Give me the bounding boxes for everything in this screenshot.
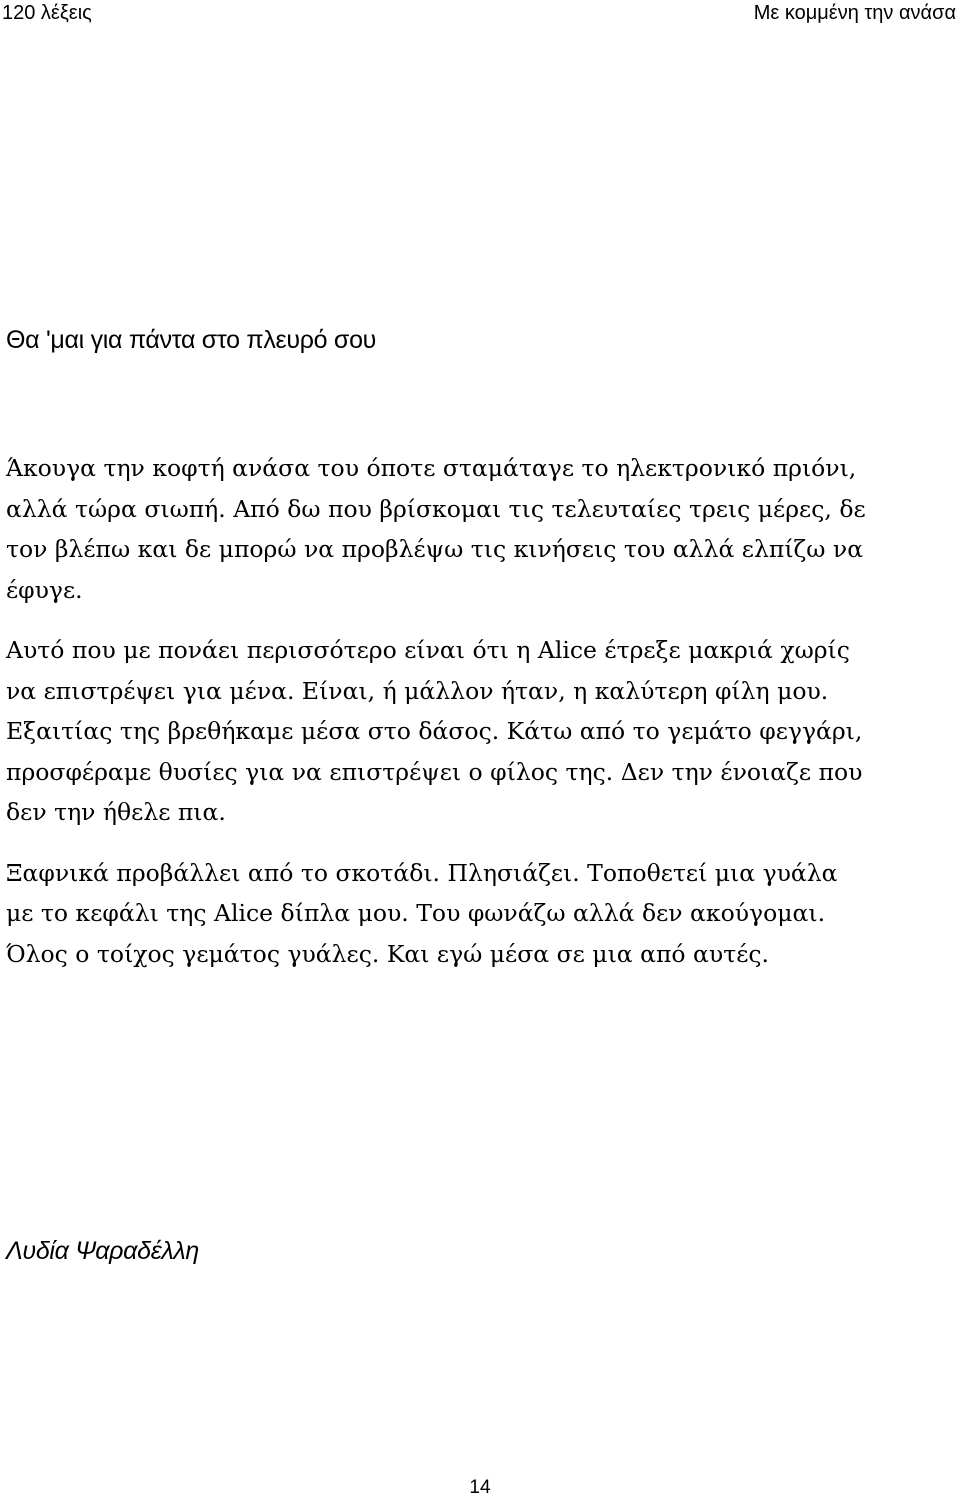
text-line: με το κεφάλι της Alice δίπλα μου. Του φωνάζω αλλά δεν ακούγομαι. xyxy=(6,899,826,927)
text-line: προσφέραμε θυσίες για να επιστρέψει ο φίλος της. Δεν την ένοιαζε που xyxy=(6,757,863,786)
text-line: Ξαφνικά προβάλλει από το σκοτάδι. Πλησιάζει. Τοποθετεί μια γυάλα xyxy=(6,858,838,887)
text-line: αλλά τώρα σιωπή. Από δω που βρίσκομαι τις τελευταίες τρεις μέρες, δε xyxy=(6,494,866,523)
text-line: να επιστρέψει για μένα. Είναι, ή μάλλον ήταν, η καλύτερη φίλη μου. xyxy=(6,676,829,705)
word-count-label: 120 λέξεις xyxy=(2,2,92,24)
text-line: Όλος ο τοίχος γεμάτος γυάλες. Και εγώ μέσα σε μια από αυτές. xyxy=(6,939,770,968)
page-header xyxy=(0,0,960,28)
paragraph-1 xyxy=(6,448,956,610)
collection-title: Με κομμένη την ανάσα xyxy=(753,2,956,24)
text-line: Αυτό που με πονάει περισσότερο είναι ότι η Alice έτρεξε μακριά χωρίς xyxy=(6,636,850,664)
story-body xyxy=(6,448,956,994)
story-title: Θα 'μαι για πάντα στο πλευρό σου xyxy=(6,326,377,354)
text-line: έφυγε. xyxy=(6,575,83,604)
text-line: δεν την ήθελε πια. xyxy=(6,798,226,826)
text-line: τον βλέπω και δε μπορώ να προβλέψω τις κινήσεις του αλλά ελπίζω να xyxy=(6,535,864,563)
author-name: Λυδία Ψαραδέλλη xyxy=(6,1237,200,1265)
paragraph-2 xyxy=(6,630,956,833)
text-line: Εξαιτίας της βρεθήκαμε μέσα στο δάσος. Κάτω από το γεμάτο φεγγάρι, xyxy=(6,717,863,745)
text-line: Άκουγα την κοφτή ανάσα του όποτε σταμάταγε το ηλεκτρονικό πριόνι, xyxy=(6,454,857,482)
paragraph-3 xyxy=(6,853,956,975)
page-number: 14 xyxy=(469,1477,491,1498)
